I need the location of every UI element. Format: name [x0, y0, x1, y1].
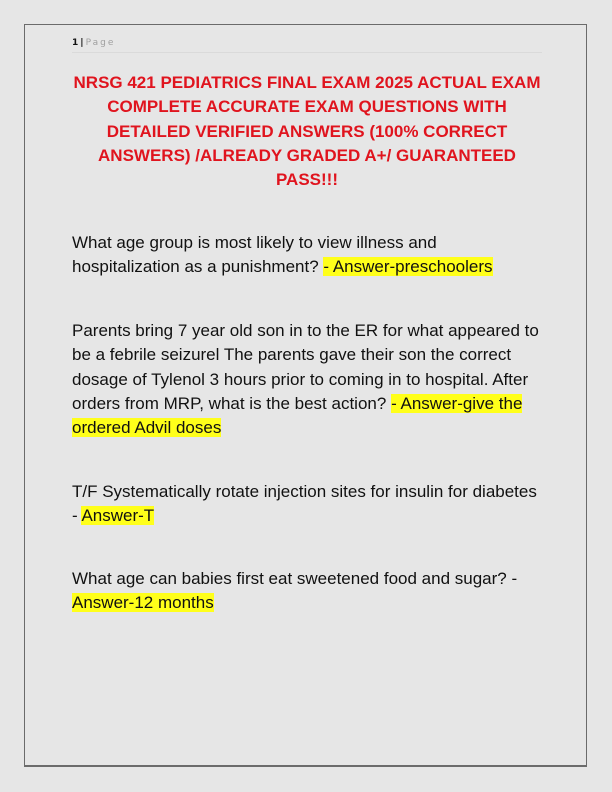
page-separator: | — [80, 38, 84, 48]
answer-prefix: - — [511, 569, 518, 588]
page-header — [72, 36, 542, 53]
question-text: Parents bring 7 year old son in to the ER for what appeared to be a febrile seizurel The parents gave their son the correct dosage of Tylenol 3 hours prior to coming in to hospital. After orders from MRP, what is the best action? — [72, 321, 539, 413]
qa-item-1 — [72, 231, 542, 280]
page-label: Page — [85, 38, 116, 48]
answer-highlight: Answer-T — [81, 506, 155, 526]
page-number: 1 — [72, 38, 79, 48]
answer-highlight: Answer-12 months — [72, 593, 214, 613]
qa-item-4 — [72, 567, 542, 616]
answer-highlight: - Answer-preschoolers — [323, 257, 493, 277]
document-title: NRSG 421 PEDIATRICS FINAL EXAM 2025 ACTUAL EXAM COMPLETE ACCURATE EXAM QUESTIONS WITH DETAILED VERIFIED ANSWERS (100% CORRECT ANSWERS) /ALREADY GRADED A+/ GUARANTEED PASS!!! — [73, 73, 541, 190]
answer-highlight: - Answer-give the ordered Advil doses — [72, 393, 523, 438]
qa-item-2 — [72, 319, 542, 440]
qa-item-3 — [72, 480, 542, 529]
question-text: T/F Systematically rotate injection sites for insulin for diabetes — [72, 482, 537, 501]
question-text: What age can babies first eat sweetened food and sugar? — [72, 569, 512, 588]
question-text: What age group is most likely to view illness and hospitalization as a punishment? — [72, 233, 437, 277]
answer-prefix: - — [72, 506, 82, 526]
